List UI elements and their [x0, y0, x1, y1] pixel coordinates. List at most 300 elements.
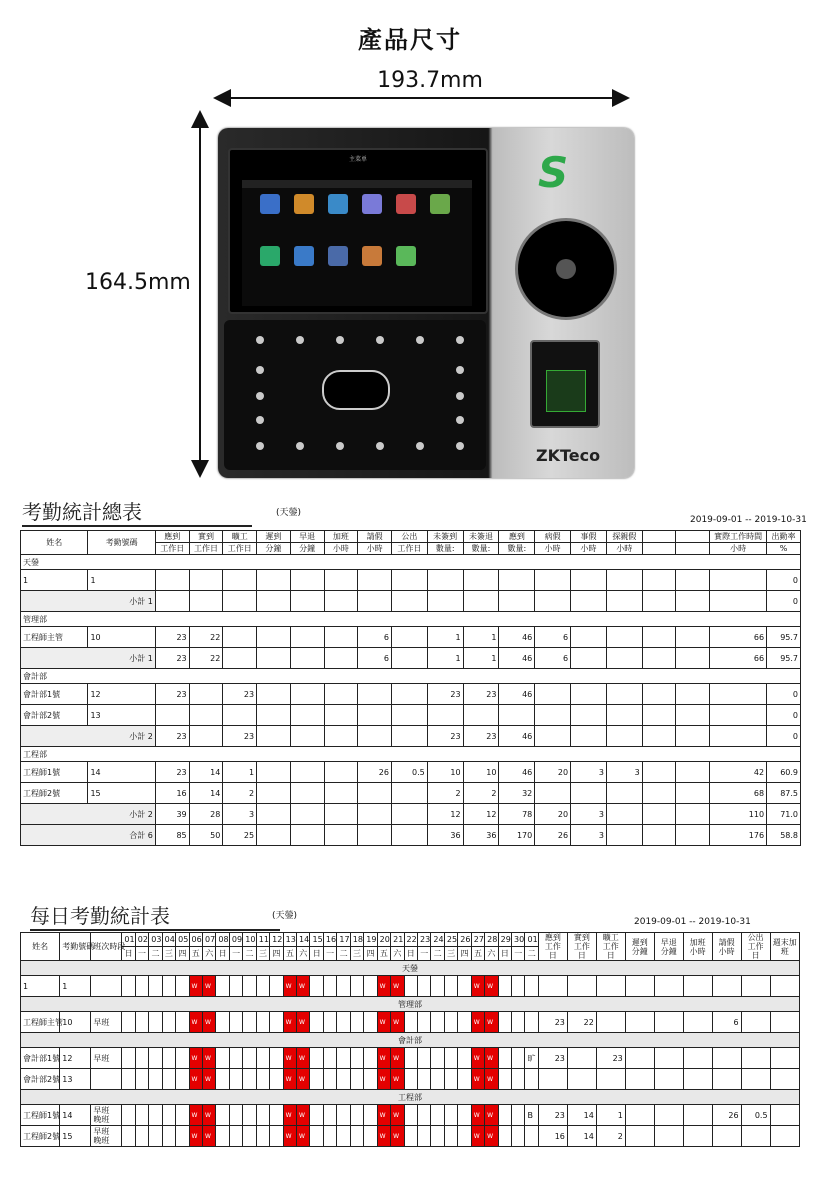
day-cell — [525, 1069, 538, 1090]
table-cell — [710, 570, 767, 591]
day-cell: W — [377, 1048, 390, 1069]
table-cell — [189, 705, 223, 726]
employee-name: 工程師2號 — [21, 1126, 60, 1147]
daily-subtitle: (天鎣) — [272, 911, 298, 921]
table-cell — [290, 627, 324, 648]
table-cell: 25 — [223, 825, 257, 846]
system-app-icon — [362, 194, 382, 214]
table-cell: 46 — [499, 684, 535, 705]
day-cell — [350, 1126, 363, 1147]
table-cell: 23 — [223, 726, 257, 747]
table-cell — [606, 627, 642, 648]
table-cell: 23 — [155, 726, 189, 747]
screen-title: 主菜单 — [348, 156, 367, 163]
table-cell — [571, 627, 607, 648]
daily-dept-row — [21, 997, 800, 1012]
day-cell: W — [189, 1105, 202, 1126]
weekday-cell: 三 — [162, 947, 175, 961]
day-cell — [256, 1012, 269, 1033]
access-app-icon — [294, 194, 314, 214]
day-cell — [431, 1105, 444, 1126]
dept-label: 會計部 — [21, 669, 801, 684]
day-cell — [350, 1069, 363, 1090]
weekday-cell: 五 — [189, 947, 202, 961]
summary-header-cell: 曠工 — [223, 531, 257, 543]
day-cell — [444, 1126, 457, 1147]
stat-cell: 23 — [538, 1048, 567, 1069]
table-cell: 20 — [535, 804, 571, 825]
day-cell — [364, 976, 377, 997]
weekday-cell: 三 — [444, 947, 457, 961]
table-cell — [324, 570, 358, 591]
table-cell: 23 — [427, 684, 463, 705]
day-cell — [162, 976, 175, 997]
table-cell — [606, 804, 642, 825]
day-cell — [135, 1126, 148, 1147]
table-cell — [257, 648, 291, 669]
table-cell — [463, 570, 499, 591]
table-cell: 23 — [463, 726, 499, 747]
weekday-cell: 六 — [391, 947, 404, 961]
day-cell: W — [391, 1069, 404, 1090]
weekday-cell: 四 — [364, 947, 377, 961]
subtotal-label: 小計 1 — [21, 591, 156, 612]
day-cell — [458, 1105, 471, 1126]
table-cell: 12 — [427, 804, 463, 825]
weekday-cell: 四 — [270, 947, 283, 961]
day-cell — [444, 976, 457, 997]
device-photo — [218, 128, 634, 478]
table-cell: 22 — [189, 627, 223, 648]
table-cell — [571, 591, 607, 612]
stat-cell — [683, 1012, 712, 1033]
table-cell — [571, 570, 607, 591]
table-cell: 16 — [155, 783, 189, 804]
arrow-up-icon — [191, 110, 209, 128]
day-cell — [216, 1126, 229, 1147]
table-cell — [676, 726, 710, 747]
table-cell — [710, 705, 767, 726]
table-cell — [223, 648, 257, 669]
day-number-cell: 11 — [256, 933, 269, 947]
table-cell — [606, 648, 642, 669]
height-line — [199, 122, 201, 467]
day-cell — [229, 1126, 242, 1147]
table-cell — [499, 591, 535, 612]
table-cell: 3 — [606, 762, 642, 783]
day-cell — [337, 1126, 350, 1147]
day-cell — [256, 1048, 269, 1069]
daily-stat-header: 週末加班 — [770, 933, 799, 961]
daily-header-row-top — [21, 933, 800, 947]
table-cell — [676, 825, 710, 846]
summary-table — [20, 530, 801, 846]
day-cell — [444, 1012, 457, 1033]
table-cell — [391, 825, 427, 846]
arrow-right-icon — [612, 89, 630, 107]
table-cell — [427, 705, 463, 726]
table-cell: 23 — [155, 627, 189, 648]
day-cell — [404, 1048, 417, 1069]
day-cell — [229, 1069, 242, 1090]
table-cell — [324, 591, 358, 612]
shift-cell — [91, 1069, 122, 1090]
day-cell — [270, 1012, 283, 1033]
day-cell — [149, 1126, 162, 1147]
day-cell: W — [283, 976, 296, 997]
table-cell — [535, 705, 571, 726]
summary-header-cell: 小時 — [324, 543, 358, 555]
day-cell: 旷 — [525, 1048, 538, 1069]
stat-cell — [683, 1126, 712, 1147]
table-cell — [571, 705, 607, 726]
stat-cell: 23 — [538, 1105, 567, 1126]
summary-subtitle: (天鎣) — [276, 508, 302, 518]
day-cell — [256, 1069, 269, 1090]
day-cell: W — [283, 1048, 296, 1069]
table-row — [21, 570, 801, 591]
day-cell — [149, 1069, 162, 1090]
employee-no: 13 — [60, 1069, 91, 1090]
day-cell — [431, 1012, 444, 1033]
day-cell — [458, 1048, 471, 1069]
arrow-down-icon — [191, 460, 209, 478]
table-cell: 3 — [571, 825, 607, 846]
summary-header-row-top — [21, 531, 801, 543]
day-cell: W — [377, 1105, 390, 1126]
table-cell — [571, 783, 607, 804]
stat-cell: 16 — [538, 1126, 567, 1147]
day-cell: W — [202, 1069, 215, 1090]
day-cell: W — [391, 976, 404, 997]
day-cell — [498, 1069, 511, 1090]
day-cell: W — [391, 1012, 404, 1033]
day-cell — [350, 976, 363, 997]
summary-header-cell — [676, 543, 710, 555]
table-cell: 1 — [427, 627, 463, 648]
table-cell — [223, 591, 257, 612]
weekday-cell: 一 — [512, 947, 525, 961]
day-cell — [176, 1105, 189, 1126]
day-cell — [404, 1126, 417, 1147]
camera-lens — [515, 218, 617, 320]
table-cell: 46 — [499, 762, 535, 783]
summary-subtotal-row — [21, 591, 801, 612]
table-cell — [324, 648, 358, 669]
brand-logo: ZKTeco — [536, 446, 601, 465]
day-cell: W — [391, 1126, 404, 1147]
day-cell: W — [471, 1105, 484, 1126]
day-number-cell: 14 — [297, 933, 310, 947]
weekday-cell: 四 — [176, 947, 189, 961]
day-cell: W — [202, 1048, 215, 1069]
day-cell: W — [189, 976, 202, 997]
weekday-cell: 六 — [485, 947, 498, 961]
table-cell: 95.7 — [767, 648, 801, 669]
table-cell — [223, 627, 257, 648]
day-cell — [162, 1048, 175, 1069]
table-row — [21, 705, 801, 726]
employee-no: 1 — [60, 976, 91, 997]
table-cell: 58.8 — [767, 825, 801, 846]
door-app-icon — [260, 246, 280, 266]
table-cell — [463, 591, 499, 612]
weekday-cell: 三 — [256, 947, 269, 961]
day-number-cell: 25 — [444, 933, 457, 947]
day-cell — [162, 1126, 175, 1147]
table-cell — [642, 648, 676, 669]
day-cell — [431, 1126, 444, 1147]
daily-table — [20, 932, 800, 1147]
table-cell — [290, 726, 324, 747]
table-cell: 0 — [767, 684, 801, 705]
day-number-cell: 18 — [350, 933, 363, 947]
day-cell: W — [485, 1105, 498, 1126]
table-cell: 95.7 — [767, 627, 801, 648]
day-cell — [498, 1012, 511, 1033]
day-cell — [310, 976, 323, 997]
table-cell — [324, 762, 358, 783]
width-label: 193.7mm — [377, 68, 483, 93]
summary-header-cell: 小時 — [571, 543, 607, 555]
stat-cell — [712, 1126, 741, 1147]
table-cell: 36 — [427, 825, 463, 846]
subtotal-label: 小計 2 — [21, 804, 156, 825]
day-number-cell: 07 — [202, 933, 215, 947]
day-number-cell: 29 — [498, 933, 511, 947]
day-cell — [525, 1012, 538, 1033]
stat-cell: 1 — [596, 1105, 625, 1126]
day-number-cell: 13 — [283, 933, 296, 947]
day-number-cell: 04 — [162, 933, 175, 947]
table-cell — [189, 570, 223, 591]
summary-header-cell: 事假 — [571, 531, 607, 543]
shift-cell: 早班 — [91, 1048, 122, 1069]
day-cell — [458, 976, 471, 997]
stat-cell: 26 — [712, 1105, 741, 1126]
table-cell: 3 — [571, 804, 607, 825]
stat-cell — [596, 976, 625, 997]
table-cell — [676, 705, 710, 726]
table-cell — [571, 648, 607, 669]
weekday-cell: 五 — [377, 947, 390, 961]
day-cell — [417, 1069, 430, 1090]
day-cell — [525, 976, 538, 997]
day-cell — [162, 1069, 175, 1090]
table-cell: 176 — [710, 825, 767, 846]
table-cell — [324, 684, 358, 705]
table-cell — [535, 726, 571, 747]
table-cell: 39 — [155, 804, 189, 825]
table-cell: 36 — [463, 825, 499, 846]
weekday-cell: 一 — [417, 947, 430, 961]
stat-cell — [654, 1126, 683, 1147]
table-cell: 170 — [499, 825, 535, 846]
test-app-icon — [362, 246, 382, 266]
table-cell: 87.5 — [767, 783, 801, 804]
stat-cell — [654, 1069, 683, 1090]
day-cell — [323, 1048, 336, 1069]
day-cell: W — [485, 976, 498, 997]
day-cell — [229, 976, 242, 997]
day-cell — [229, 1048, 242, 1069]
table-cell — [358, 570, 392, 591]
table-cell — [223, 705, 257, 726]
day-cell — [444, 1105, 457, 1126]
stat-cell: 2 — [596, 1126, 625, 1147]
day-cell — [149, 1105, 162, 1126]
table-cell: 0.5 — [391, 762, 427, 783]
day-cell — [364, 1048, 377, 1069]
stat-cell: 14 — [567, 1126, 596, 1147]
stat-cell — [596, 1012, 625, 1033]
table-cell — [391, 591, 427, 612]
employee-no: 14 — [60, 1105, 91, 1126]
summary-header-cell: 工作日 — [223, 543, 257, 555]
stat-cell — [683, 1069, 712, 1090]
stat-cell — [625, 976, 654, 997]
day-cell — [243, 1012, 256, 1033]
summary-header-cell: 小時 — [710, 543, 767, 555]
day-cell — [458, 1069, 471, 1090]
day-cell: W — [189, 1069, 202, 1090]
daily-stat-header: 遲到分鐘 — [625, 933, 654, 961]
weekday-cell: 二 — [149, 947, 162, 961]
dept-label: 管理部 — [21, 612, 801, 627]
summary-header-cell — [642, 531, 676, 543]
summary-header-cell: 姓名 — [21, 531, 88, 555]
table-cell: 23 — [155, 762, 189, 783]
table-cell — [642, 783, 676, 804]
stat-cell — [741, 976, 770, 997]
table-row — [21, 1069, 800, 1090]
day-number-cell: 27 — [471, 933, 484, 947]
employee-no: 10 — [60, 1012, 91, 1033]
day-cell — [498, 1048, 511, 1069]
table-cell — [324, 627, 358, 648]
table-cell — [155, 705, 189, 726]
day-cell — [417, 1126, 430, 1147]
table-cell — [606, 591, 642, 612]
table-cell — [391, 726, 427, 747]
stat-cell — [654, 1105, 683, 1126]
table-cell — [324, 705, 358, 726]
weekday-cell: 二 — [431, 947, 444, 961]
day-cell — [310, 1012, 323, 1033]
day-cell: W — [202, 1126, 215, 1147]
weekday-cell: 三 — [350, 947, 363, 961]
day-cell — [512, 1048, 525, 1069]
table-cell: 66 — [710, 648, 767, 669]
summary-header-cell: 工作日 — [155, 543, 189, 555]
table-row — [21, 976, 800, 997]
table-cell: 1 — [223, 762, 257, 783]
day-number-cell: 16 — [323, 933, 336, 947]
daily-header-cell: 班次時段 — [91, 933, 122, 961]
table-cell — [358, 684, 392, 705]
table-cell — [710, 726, 767, 747]
stat-cell — [770, 1105, 799, 1126]
day-cell — [256, 1126, 269, 1147]
data-app-icon — [430, 194, 450, 214]
table-cell: 工程師主管 — [21, 627, 88, 648]
stat-cell — [741, 1126, 770, 1147]
table-cell — [606, 570, 642, 591]
day-cell: W — [202, 1105, 215, 1126]
stat-cell — [770, 1048, 799, 1069]
day-cell: W — [485, 1126, 498, 1147]
day-cell — [149, 1048, 162, 1069]
table-cell — [642, 825, 676, 846]
table-cell: 13 — [88, 705, 155, 726]
face-camera — [322, 370, 390, 410]
table-cell: 1 — [463, 648, 499, 669]
weekday-cell: 二 — [525, 947, 538, 961]
day-cell — [337, 1048, 350, 1069]
day-number-cell: 03 — [149, 933, 162, 947]
table-cell: 14 — [88, 762, 155, 783]
table-cell: 3 — [571, 762, 607, 783]
day-cell — [404, 1069, 417, 1090]
table-cell: 60.9 — [767, 762, 801, 783]
table-cell: 110 — [710, 804, 767, 825]
day-cell — [243, 976, 256, 997]
table-cell: 26 — [358, 762, 392, 783]
table-cell — [324, 804, 358, 825]
table-cell: 78 — [499, 804, 535, 825]
subtotal-label: 小計 1 — [21, 648, 156, 669]
day-cell — [270, 1048, 283, 1069]
day-cell: W — [297, 1069, 310, 1090]
table-cell — [391, 570, 427, 591]
day-number-cell: 02 — [135, 933, 148, 947]
stat-cell — [654, 976, 683, 997]
summary-header-cell: 公出 — [391, 531, 427, 543]
table-cell — [571, 726, 607, 747]
table-cell — [535, 570, 571, 591]
day-cell: W — [377, 1126, 390, 1147]
day-cell — [176, 1012, 189, 1033]
stat-cell — [712, 1048, 741, 1069]
table-cell — [189, 684, 223, 705]
table-cell — [223, 570, 257, 591]
stat-cell — [625, 1012, 654, 1033]
table-cell: 0 — [767, 705, 801, 726]
day-cell: W — [189, 1012, 202, 1033]
table-cell — [257, 684, 291, 705]
day-cell — [176, 1126, 189, 1147]
day-cell — [122, 1012, 135, 1033]
day-cell — [512, 1012, 525, 1033]
day-cell: W — [471, 1048, 484, 1069]
table-cell: 工程師2號 — [21, 783, 88, 804]
table-cell: 會計部2號 — [21, 705, 88, 726]
day-cell — [323, 1069, 336, 1090]
weekday-cell: 日 — [216, 947, 229, 961]
day-cell — [310, 1105, 323, 1126]
day-number-cell: 23 — [417, 933, 430, 947]
day-cell — [176, 1069, 189, 1090]
day-cell — [135, 1012, 148, 1033]
stat-cell — [625, 1048, 654, 1069]
stat-cell — [654, 1012, 683, 1033]
shift-cell — [91, 976, 122, 997]
table-cell: 22 — [189, 648, 223, 669]
day-cell — [216, 1012, 229, 1033]
day-cell — [512, 1069, 525, 1090]
table-cell: 20 — [535, 762, 571, 783]
table-cell — [324, 726, 358, 747]
